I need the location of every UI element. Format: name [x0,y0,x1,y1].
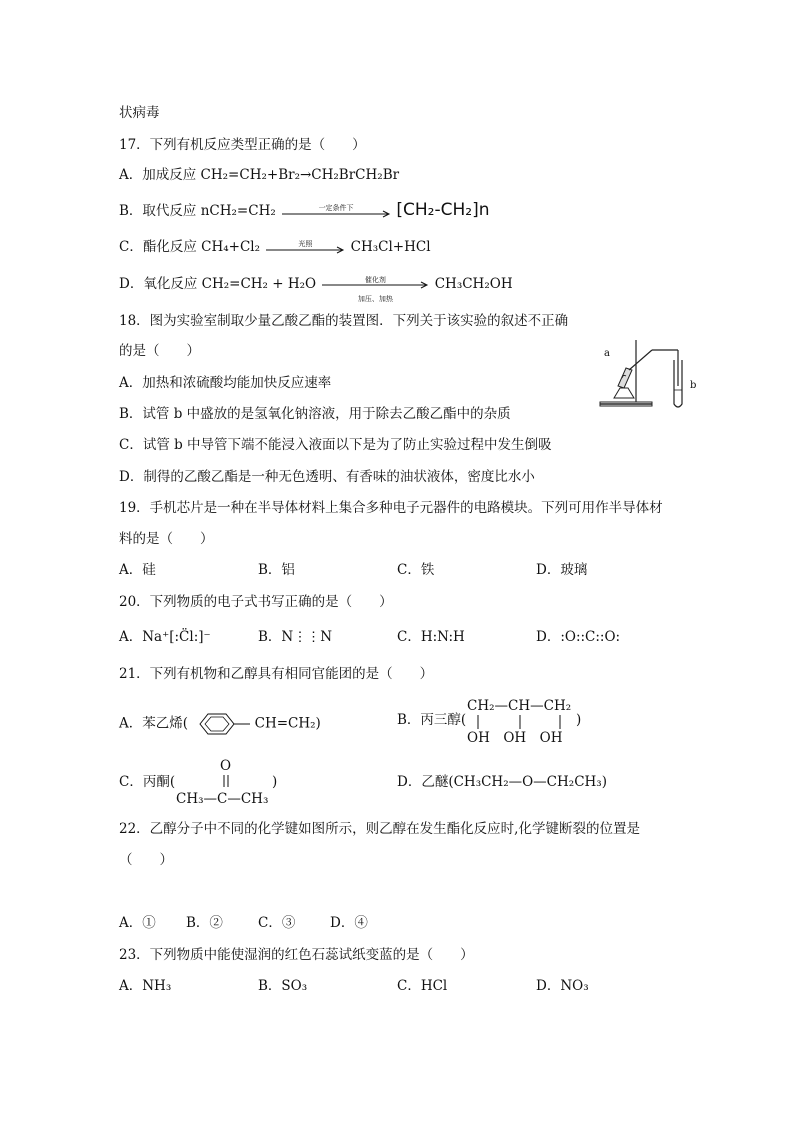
q22-option-c[interactable]: C．③ [258,915,296,931]
q17-option-d[interactable] [119,275,513,303]
q17-c-right: CH₃Cl+HCl [350,239,431,255]
q23-stem: 23．下列物质中能使湿润的红色石蕊试纸变蓝的是（ ） [119,947,474,963]
q17-a-label: A．加成反应 [119,167,197,183]
figure-label-b: b [690,380,697,391]
figure-label-a: a [604,348,610,359]
q21-b-top: CH₂—CH—CH₂ [467,698,572,714]
q17-b-product: [CH₂-CH₂]n [396,200,490,220]
q23-option-b[interactable]: B．SO₃ [258,978,308,994]
q17-c-left: CH₄+Cl₂ [201,239,261,255]
header-fragment: 状病毒 [119,105,160,121]
q17-d-left: CH₂=CH₂ + H₂O [201,276,317,292]
q21-option-b[interactable] [397,711,466,729]
benzene-ring-icon [192,711,250,737]
q23-option-d[interactable]: D．NO₃ [536,978,589,994]
q17-option-a[interactable] [119,166,399,184]
q18-option-b[interactable]: B．试管 b 中盛放的是氢氧化钠溶液，用于除去乙酸乙酯中的杂质 [119,406,511,422]
q21-a-group: CH=CH₂) [254,715,321,732]
q17-c-label: C．酯化反应 [119,239,197,255]
q19-option-c[interactable]: C．铁 [397,562,435,578]
q17-stem: 17．下列有机反应类型正确的是（ ） [119,137,366,153]
q20-option-d[interactable]: D．:O::C::O: [536,629,621,645]
q21-c-close: ) [272,774,278,790]
q17-d-condition-bottom: 加压、加热 [357,294,393,303]
q19-option-d[interactable]: D．玻璃 [536,562,588,578]
q21-stem: 21．下列有机物和乙醇具有相同官能团的是（ ） [119,666,434,682]
q23-option-a[interactable]: A．NH₃ [119,978,172,994]
q21-c-oxygen: O [220,758,232,774]
bond-lines-icon [476,715,576,729]
double-bond-icon [222,774,230,788]
q18-option-a[interactable]: A．加热和浓硫酸均能加快反应速率 [119,375,332,391]
q17-b-left: nCH₂=CH₂ [200,203,276,219]
q19-stem-line2: 料的是（ ） [119,531,214,547]
q17-option-c[interactable] [119,238,431,256]
q17-b-arrow [280,205,392,219]
q21-a-label: A．苯乙烯( [119,715,189,732]
q20-stem: 20．下列物质的电子式书写正确的是（ ） [119,594,393,610]
q22-stem-line2: （ ） [119,852,173,868]
q17-b-condition: 一定条件下 [318,203,354,212]
esterification-apparatus-figure [596,338,700,412]
q17-option-b[interactable] [119,201,489,220]
q18-option-d[interactable]: D．制得的乙酸乙酯是一种无色透明、有香味的油状液体，密度比水小 [119,469,535,485]
q19-option-a[interactable]: A．硅 [119,562,156,578]
q19-option-b[interactable]: B．铝 [258,562,295,578]
q17-d-label: D．氧化反应 [119,276,198,292]
q17-c-condition: 光照 [298,239,313,248]
q22-option-b[interactable]: B．② [186,915,223,931]
q21-option-d[interactable]: D．乙醚(CH₃CH₂—O—CH₂CH₃) [397,774,607,790]
q22-option-d[interactable]: D．④ [330,915,368,931]
q18-stem-line2: 的是（ ） [119,343,200,359]
q21-c-main: CH₃—C—CH₃ [176,791,269,807]
q21-option-a[interactable] [119,711,321,737]
q21-c-label: C．丙酮( [119,774,176,790]
q21-b-close: ) [576,712,582,728]
apparatus-icon [596,338,700,412]
q21-option-c[interactable] [119,773,175,791]
q17-d-right: CH₃CH₂OH [434,276,513,292]
q22-stem-line1: 22．乙醇分子中不同的化学键如图所示，则乙醇在发生酯化反应时,化学键断裂的位置是 [119,821,640,837]
q23-option-c[interactable]: C．HCl [397,978,448,994]
carbonyl-double-bond [222,773,230,787]
q20-option-a[interactable]: A．Na⁺[:C̈l:]⁻ [119,629,211,645]
q17-d-arrow [320,275,430,303]
q22-option-a[interactable]: A．① [119,915,156,931]
q17-b-label: B．取代反应 [119,203,197,219]
q20-option-b[interactable]: B．N⋮⋮N [258,629,333,645]
q17-d-condition-top: 催化剂 [364,275,386,284]
q18-stem-line1: 18．图为实验室制取少量乙酸乙酯的装置图．下列关于该实验的叙述不正确 [119,313,569,329]
q19-stem-line1: 19．手机芯片是一种在半导体材料上集合多种电子元器件的电路模块。下列可用作半导体材 [119,500,663,516]
q17-a-equation: CH₂=CH₂+Br₂→CH₂BrCH₂Br [200,167,400,183]
q21-b-oh: OH OH OH [467,730,563,746]
q18-option-c[interactable]: C．试管 b 中导管下端不能浸入液面以下是为了防止实验过程中发生倒吸 [119,437,552,453]
q21-b-label: B．丙三醇( [397,712,467,728]
q20-option-c[interactable]: C．H:N:H [397,629,465,645]
glycerol-bonds [476,714,576,728]
q17-c-arrow [264,241,346,255]
